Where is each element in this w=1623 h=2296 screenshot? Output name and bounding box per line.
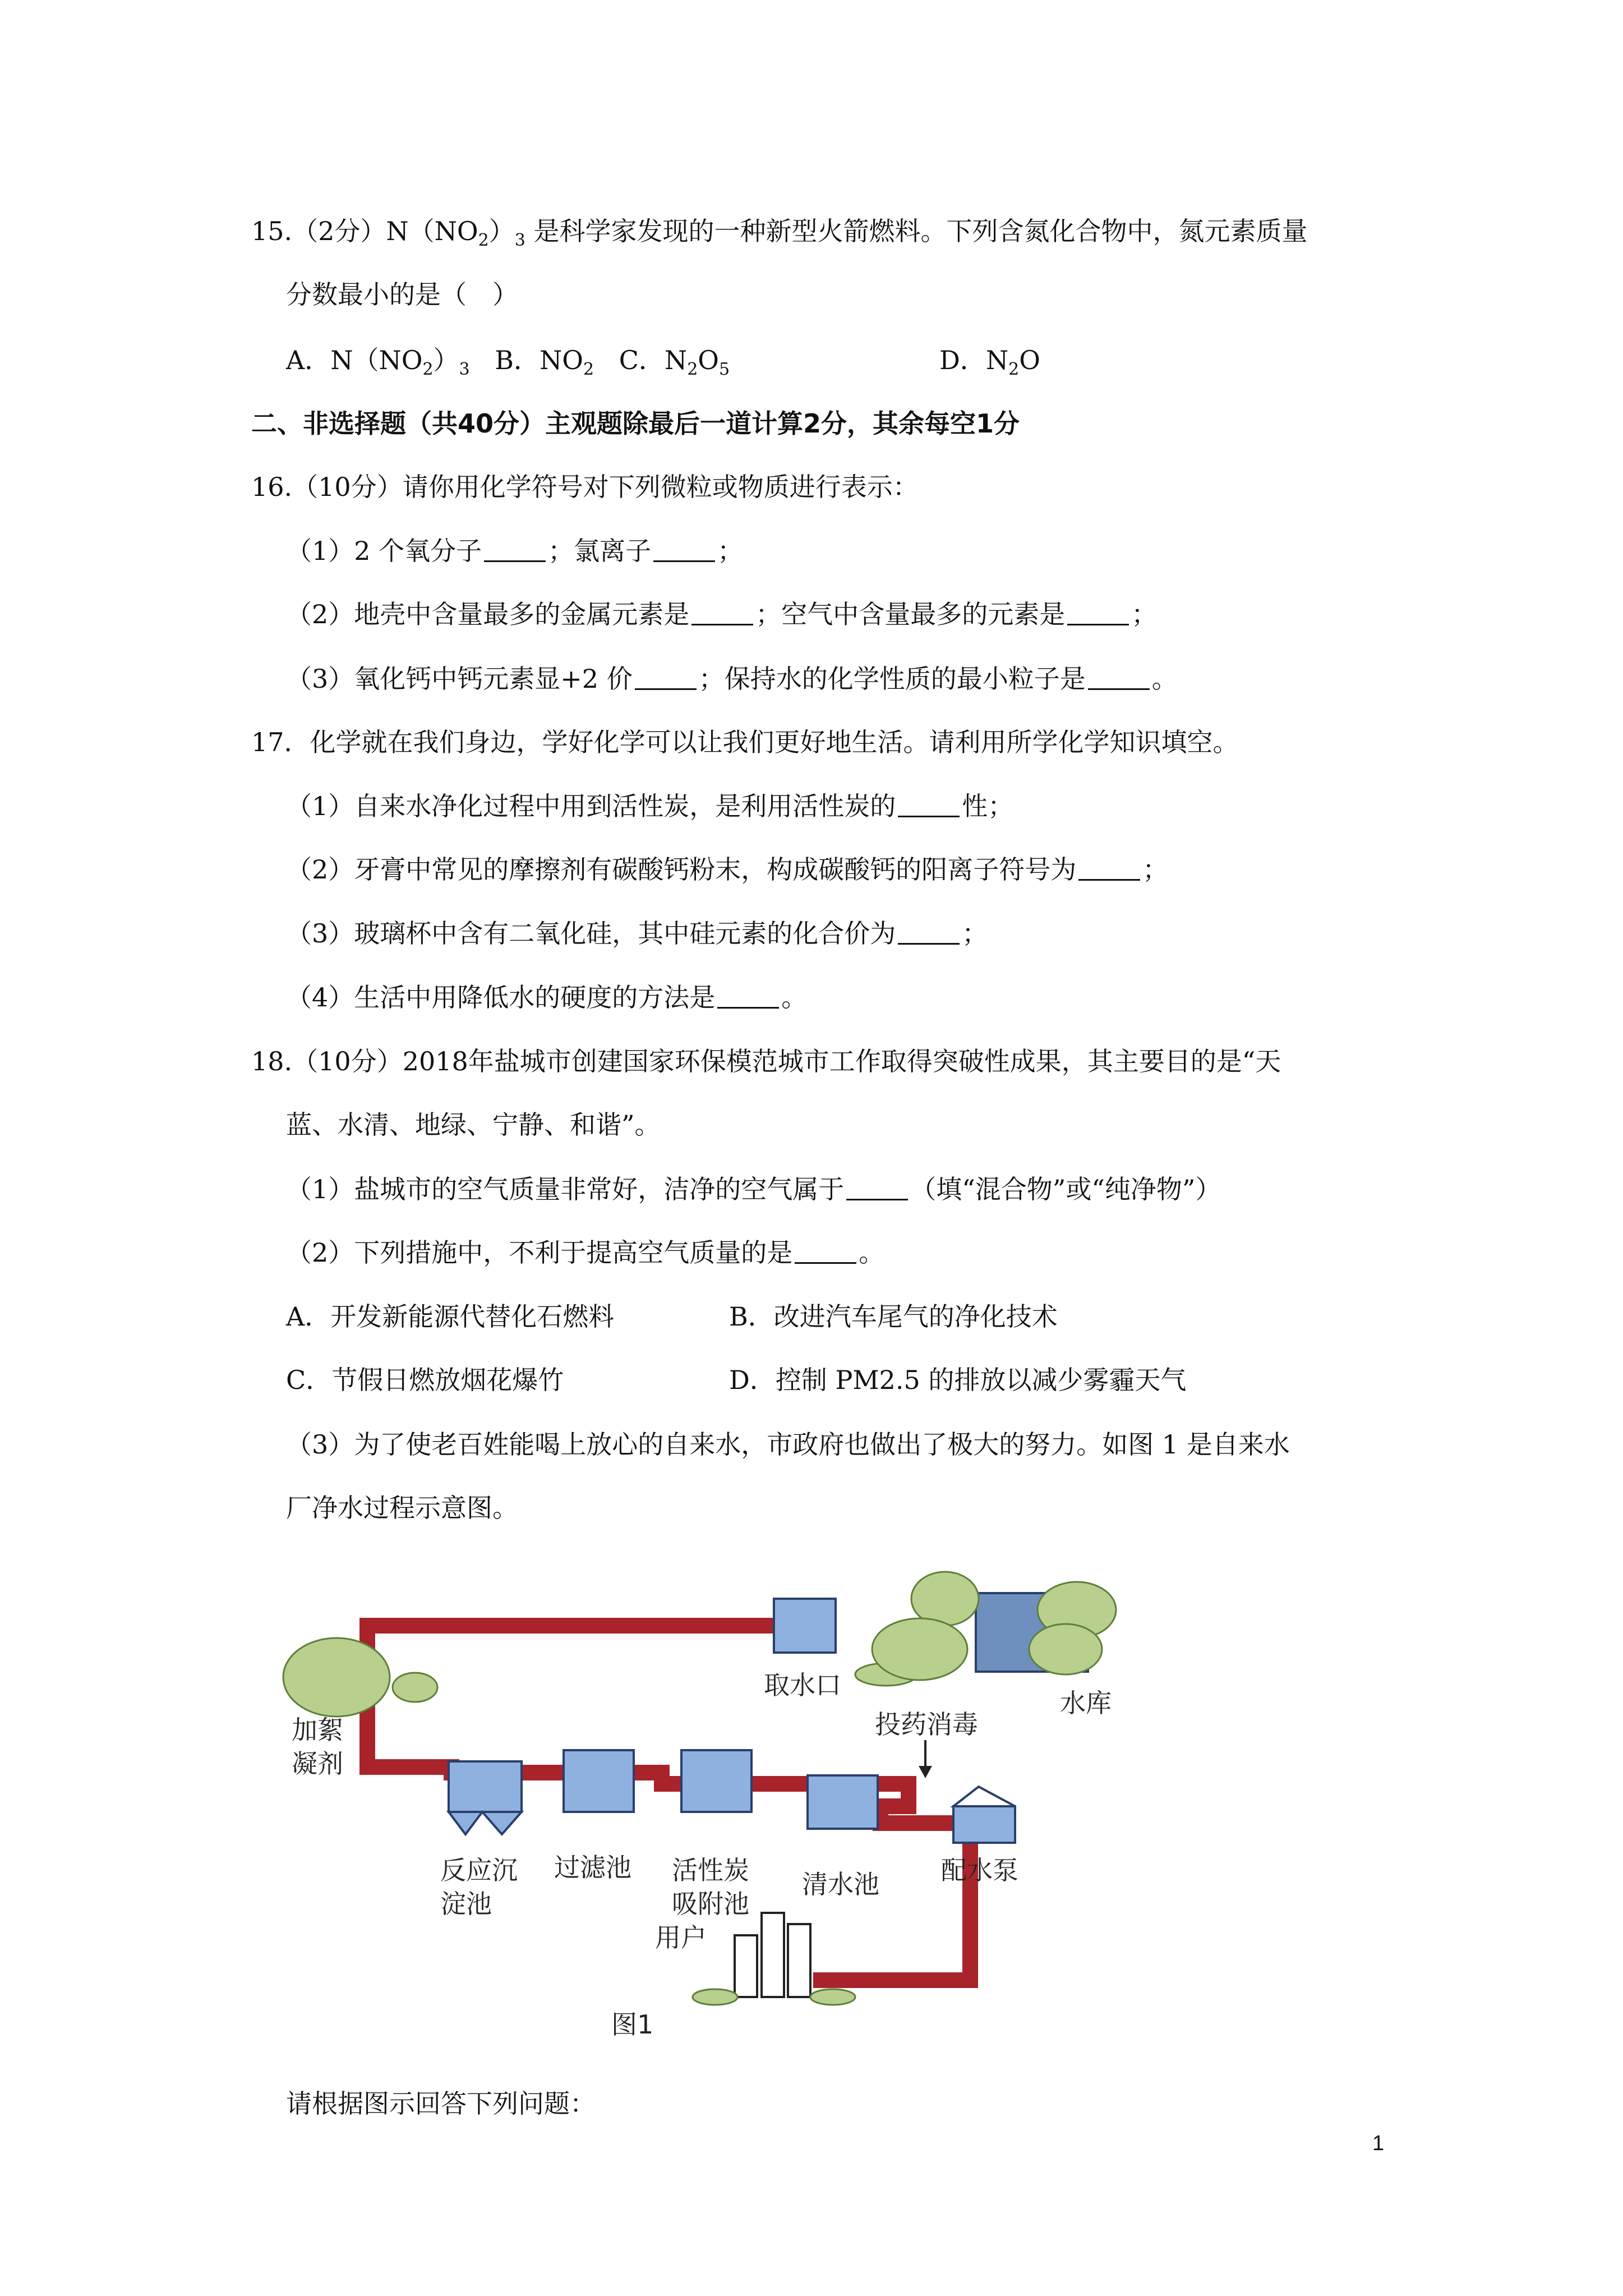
q15-option-d: D．$N_2O$ [939, 345, 1040, 379]
subscript: 3 [514, 231, 525, 250]
answer-blank[interactable] [635, 666, 697, 690]
q18-option-a: A．开发新能源代替化石燃料 [286, 1301, 615, 1332]
reservoir [855, 1572, 1116, 1686]
answer-blank[interactable] [795, 1240, 856, 1264]
filter-label: 过滤池 [554, 1852, 631, 1883]
clear-water-label: 清水池 [802, 1869, 879, 1899]
subscript: 2 [478, 231, 489, 250]
answer-blank[interactable] [846, 1176, 908, 1200]
coagulant-label-2: 凝剂 [292, 1749, 343, 1779]
figure-caption: 图1 [611, 2009, 654, 2040]
q17-part1: （1）自来水净化过程中用到活性炭，是利用活性炭的 性； [286, 791, 1014, 821]
q18-part3-line1: （3）为了使老百姓能喝上放心的自来水，市政府也做出了极大的努力。如图 1 是自来水 [286, 1429, 1290, 1460]
q15-text: ） [488, 216, 515, 246]
answer-blank[interactable] [484, 538, 546, 562]
q17-part2: （2）牙膏中常见的摩擦剂有碳酸钙粉末，构成碳酸钙的阳离子符号为 ； [286, 854, 1169, 885]
q16-title: 16.（10分）请你用化学符号对下列微粒或物质进行表示： [251, 472, 919, 502]
q15-options [286, 343, 730, 377]
settling-label-1: 反应沉 [440, 1855, 518, 1885]
q15-option-b: B．$NO_2$ [495, 345, 594, 379]
answer-blank[interactable] [898, 793, 960, 817]
user-label: 用户 [655, 1922, 707, 1953]
q16-part2: （2）地壳中含量最多的金属元素是 ；空气中含量最多的元素是 ； [286, 599, 1158, 629]
user-buildings [693, 1913, 855, 2005]
answer-blank[interactable] [653, 538, 715, 562]
intake-label: 取水口 [764, 1670, 841, 1700]
q18-option-d: D．控制 PM2.5 的排放以减少雾霾天气 [729, 1365, 1187, 1395]
q17-title: 17．化学就在我们身边，学好化学可以让我们更好地生活。请利用所学化学知识填空。 [251, 727, 1239, 757]
reservoir-label: 水库 [1060, 1688, 1112, 1718]
pump-label: 配水泵 [941, 1855, 1018, 1885]
answer-blank[interactable] [1067, 601, 1129, 625]
settling-label-2: 淀池 [440, 1889, 492, 1919]
q15-text: 15.（2分）N（NO [251, 216, 478, 246]
section-heading: 二、非选择题（共40分）主观题除最后一道计算2分，其余每空1分 [251, 408, 1020, 439]
q18-line1: 18.（10分）2018年盐城市创建国家环保模范城市工作取得突破性成果，其主要目的是“天 [251, 1046, 1281, 1076]
carbon-label-2: 吸附池 [672, 1889, 749, 1919]
coagulant-label-1: 加絮 [292, 1715, 343, 1745]
page-number: 1 [1372, 2132, 1385, 2155]
q18-part2: （2）下列措施中，不利于提高空气质量的是 。 [286, 1237, 885, 1268]
answer-blank[interactable] [1088, 666, 1150, 690]
carbon-label-1: 活性炭 [672, 1855, 749, 1885]
answer-blank[interactable] [717, 984, 779, 1009]
disinfect-label: 投药消毒 [875, 1709, 978, 1740]
q18-option-b: B．改进汽车尾气的净化技术 [729, 1301, 1058, 1332]
q15-option-c: C．$N_2O_5$ [619, 345, 730, 379]
clear-water-tank [808, 1775, 878, 1829]
arrow-down-icon [919, 1740, 932, 1778]
answer-blank[interactable] [898, 921, 960, 945]
q18-followup: 请根据图示回答下列问题： [286, 2088, 596, 2119]
answer-blank[interactable] [1078, 857, 1140, 881]
water-treatment-diagram [280, 1565, 1155, 2059]
q18-option-c: C．节假日燃放烟花爆竹 [286, 1365, 564, 1395]
q15-line2: 分数最小的是（ ） [286, 279, 518, 310]
q18-line2: 蓝、水清、地绿、宁静、和谐”。 [286, 1110, 661, 1140]
q17-part3: （3）玻璃杯中含有二氧化硅，其中硅元素的化合价为 ； [286, 918, 988, 949]
q16-part1: （1）2 个氧分子 ；氯离子 ； [286, 536, 744, 566]
q15-text: 是科学家发现的一种新型火箭燃料。下列含氮化合物中，氮元素质量 [525, 216, 1308, 246]
q18-part3-line2: 厂净水过程示意图。 [286, 1493, 518, 1523]
answer-blank[interactable] [691, 601, 753, 625]
q18-part1: （1）盐城市的空气质量非常好，洁净的空气属于 （填“混合物”或“纯净物”） [286, 1174, 1221, 1204]
settling-tank [449, 1761, 522, 1834]
carbon-tank [681, 1750, 751, 1812]
q15-option-a: A．$N(NO_2)_3$ [286, 345, 470, 379]
coagulant-bush [283, 1638, 437, 1717]
q15-line1 [251, 214, 1307, 248]
q16-part3: （3）氧化钙中钙元素显+2 价 ；保持水的化学性质的最小粒子是 。 [286, 664, 1178, 694]
intake-box [774, 1599, 836, 1653]
filter-tank [564, 1750, 634, 1812]
pump [953, 1787, 1015, 1843]
q17-part4: （4）生活中用降低水的硬度的方法是 。 [286, 982, 808, 1013]
